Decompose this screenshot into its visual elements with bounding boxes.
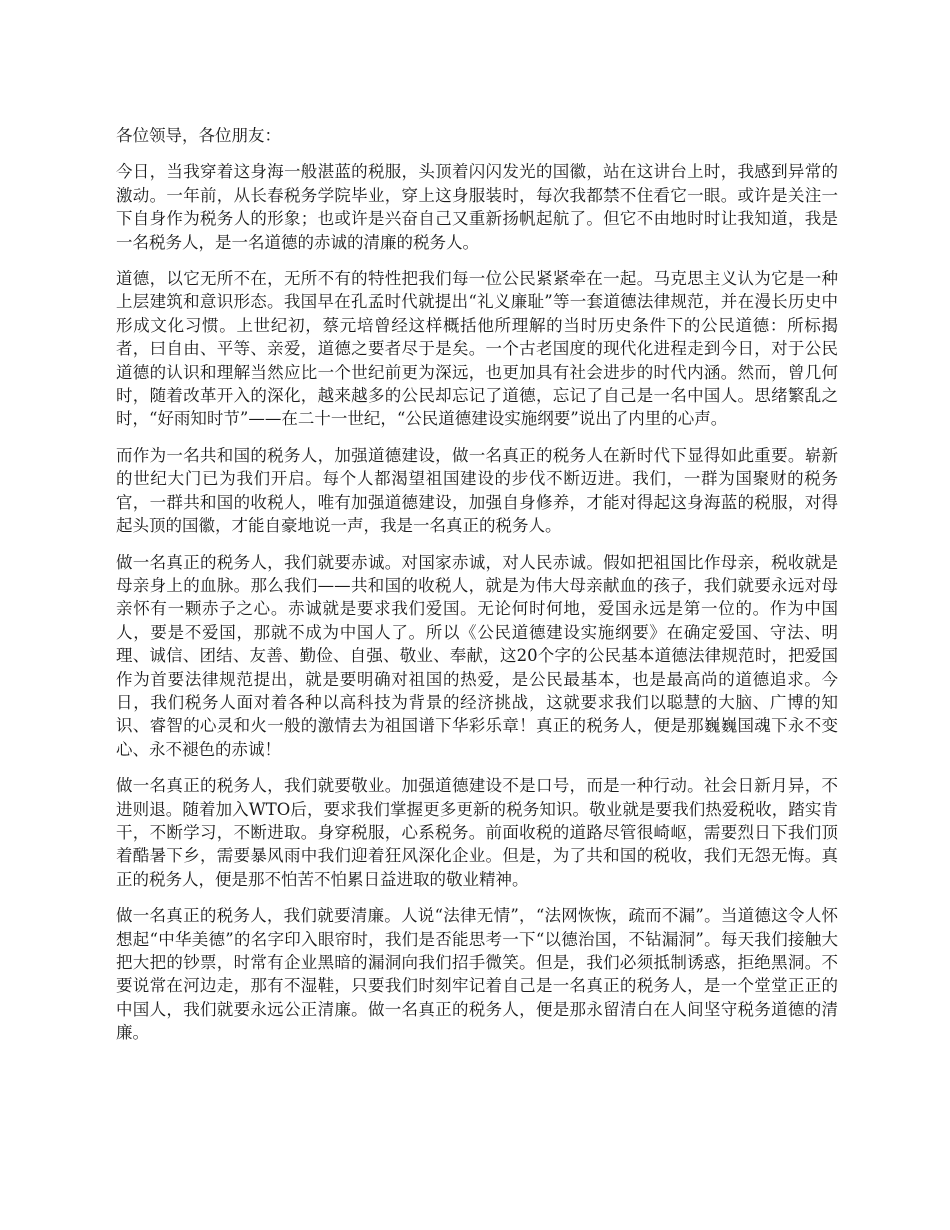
paragraph-3: 而作为一名共和国的税务人，加强道德建设，做一名真正的税务人在新时代下显得如此重要。崭新的世纪大门已为我们开启。每个人都渴望祖国建设的步伐不断迈进。我们，一群为国聚财的税务官，一群共和国的收税人，唯有加强道德建设，加强自身修养，才能对得起这身海蓝的税服，对得起头顶的国徽，才能自豪地说一声，我是一名真正的税务人。	[116, 445, 838, 536]
paragraph-4: 做一名真正的税务人，我们就要赤诚。对国家赤诚，对人民赤诚。假如把祖国比作母亲，税收就是母亲身上的血脉。那么我们——共和国的收税人，就是为伟大母亲献血的孩子，我们就要永远对母亲怀有一颗赤子之心。赤诚就是要求我们爱国。无论何时何地，爱国永远是第一位的。作为中国人，要是不爱国，那就不成为中国人了。所以《公民道德建设实施纲要》在确定爱国、守法、明理、诚信、团结、友善、勤俭、自强、敬业、奉献，这20个字的公民基本道德法律规范时，把爱国作为首要法律规范提出，就是要明确对祖国的热爱，是公民最基本，也是最高尚的道德追求。今日，我们税务人面对着各种以高科技为背景的经济挑战，这就要求我们以聪慧的大脑、广博的知识、睿智的心灵和火一般的激情去为祖国谱下华彩乐章！真正的税务人，便是那巍巍国魂下永不变心、永不褪色的赤诚！	[116, 552, 838, 759]
paragraph-2: 道德，以它无所不在，无所不有的特性把我们每一位公民紧紧牵在一起。马克思主义认为它是一种上层建筑和意识形态。我国早在孔孟时代就提出“礼义廉耻”等一套道德法律规范，并在漫长历史中形成文化习惯。上世纪初，蔡元培曾经这样概括他所理解的当时历史条件下的公民道德：所标揭者，曰自由、平等、亲爱，道德之要者尽于是矣。一个古老国度的现代化进程走到今日，对于公民道德的认识和理解当然应比一个世纪前更为深远，也更加具有社会进步的时代内涵。然而，曾几何时，随着改革开入的深化，越来越多的公民却忘记了道德，忘记了自己是一名中国人。思绪繁乱之时，“好雨知时节”——在二十一世纪，“公民道德建设实施纲要”说出了内里的心声。	[116, 269, 838, 429]
greeting: 各位领导，各位朋友：	[116, 126, 281, 145]
paragraph-6: 做一名真正的税务人，我们就要清廉。人说“法律无情”，“法网恢恢，疏而不漏”。当道德这令人怀想起“中华美德”的名字印入眼帘时，我们是否能思考一下“以德治国，不钻漏洞”。每天我们接触大把大把的钞票，时常有企业黑暗的漏洞向我们招手微笑。但是，我们必须抵制诱惑，拒绝黑洞。不要说常在河边走，那有不湿鞋，只要我们时刻牢记着自己是一名真正的税务人，是一个堂堂正正的中国人，我们就要永远公正清廉。做一名真正的税务人，便是那永留清白在人间坚守税务道德的清廉。	[116, 906, 838, 1043]
paragraph-5: 做一名真正的税务人，我们就要敬业。加强道德建设不是口号，而是一种行动。社会日新月异，不进则退。随着加入WTO后，要求我们掌握更多更新的税务知识。敬业就是要我们热爱税收，踏实肯干，不断学习，不断进取。身穿税服，心系税务。前面收税的道路尽管很崎岖，需要烈日下我们顶着酷暑下乡，需要暴风雨中我们迎着狂风深化企业。但是，为了共和国的税收，我们无怨无悔。真正的税务人，便是那不怕苦不怕累日益进取的敬业精神。	[116, 776, 838, 889]
paragraph-1: 今日，当我穿着这身海一般湛蓝的税服，头顶着闪闪发光的国徽，站在这讲台上时，我感到异常的激动。一年前，从长春税务学院毕业，穿上这身服装时，每次我都禁不住看它一眼。或许是关注一下自身作为税务人的形象；也或许是兴奋自己又重新扬帆起航了。但它不由地时时让我知道，我是一名税务人，是一名道德的赤诚的清廉的税务人。	[116, 162, 838, 252]
document-body	[116, 124, 838, 1058]
